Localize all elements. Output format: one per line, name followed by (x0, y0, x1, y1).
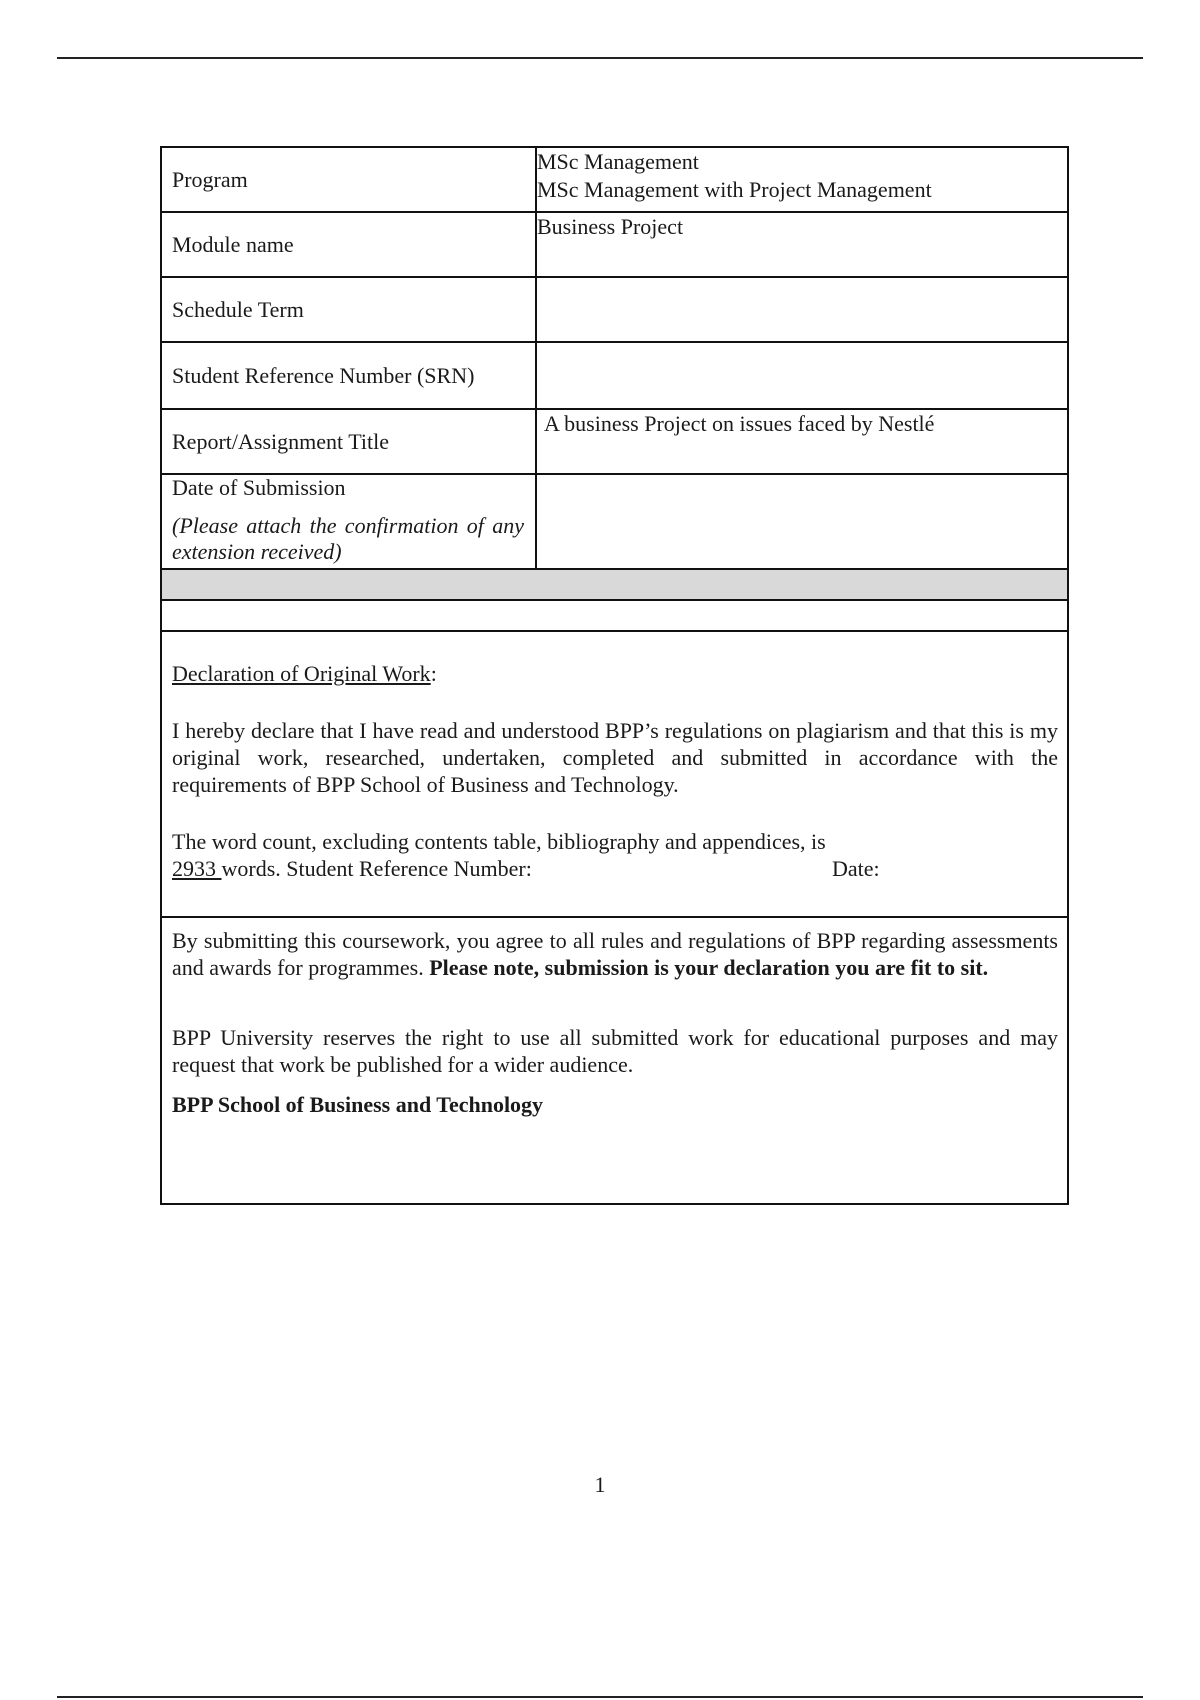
srn-row (162, 343, 1067, 410)
program-value-line2: MSc Management with Project Management (537, 177, 932, 202)
word-count-statement: The word count, excluding contents table, bibliography and appendices, is (172, 829, 826, 854)
terms-paragraph-1-text: By submitting this coursework, you agree to all rules and regulations of BPP regarding assessments and awards for programmes. (172, 928, 1058, 980)
footer-rule (57, 1696, 1143, 1698)
program-label: Program (162, 148, 537, 211)
blank-row (162, 601, 1067, 632)
coursework-cover-form (160, 146, 1069, 1205)
srn-label: Student Reference Number (SRN) (162, 343, 537, 408)
program-value (537, 148, 1067, 211)
fit-to-sit-notice: Please note, submission is your declaration you are fit to sit. (429, 955, 989, 980)
terms-paragraph-2: BPP University reserves the right to use all submitted work for educational purposes and may request that work be published for a wider audience. (172, 1025, 1058, 1077)
schedule-term-label: Schedule Term (162, 278, 537, 341)
report-title-row (162, 410, 1067, 475)
program-value-line1: MSc Management (537, 149, 699, 174)
word-count-line (172, 855, 1058, 882)
declaration-section (162, 632, 1067, 918)
submission-note: (Please attach the confirmation of any extension received) (172, 513, 524, 564)
shaded-separator-row (162, 570, 1067, 601)
report-title-value (537, 410, 1067, 473)
page-number: 1 (594, 1472, 606, 1497)
schedule-term-value (537, 278, 1067, 341)
header-rule (57, 57, 1143, 59)
submission-label-cell (162, 475, 537, 568)
word-count-value: 2933 (172, 856, 222, 881)
terms-section (162, 918, 1067, 1203)
submission-row (162, 475, 1067, 570)
declaration-date-label: Date: (832, 856, 880, 881)
declaration-heading-colon: : (430, 661, 437, 686)
module-value (537, 213, 1067, 276)
schedule-term-row (162, 278, 1067, 343)
words-srn-label: words. Student Reference Number: (221, 856, 532, 881)
report-title-text: A business Project on issues faced by Nestlé (544, 411, 935, 436)
declaration-body: I hereby declare that I have read and understood BPP’s regulations on plagiarism and that this is my original work, researched, undertaken, completed and submitted in accordance with the requirements of BPP School of Business and Technology. (172, 718, 1058, 797)
declaration-heading: Declaration of Original Work (172, 661, 431, 686)
school-signature: BPP School of Business and Technology (172, 1092, 544, 1117)
program-row (162, 148, 1067, 213)
module-value-text: Business Project (537, 214, 684, 239)
srn-value (537, 343, 1067, 408)
report-title-label: Report/Assignment Title (162, 410, 537, 473)
submission-value (537, 475, 1067, 568)
module-label: Module name (162, 213, 537, 276)
module-row (162, 213, 1067, 278)
declaration-heading-line (172, 660, 1058, 687)
submission-label: Date of Submission (172, 475, 346, 500)
terms-paragraph-1 (172, 927, 1058, 981)
